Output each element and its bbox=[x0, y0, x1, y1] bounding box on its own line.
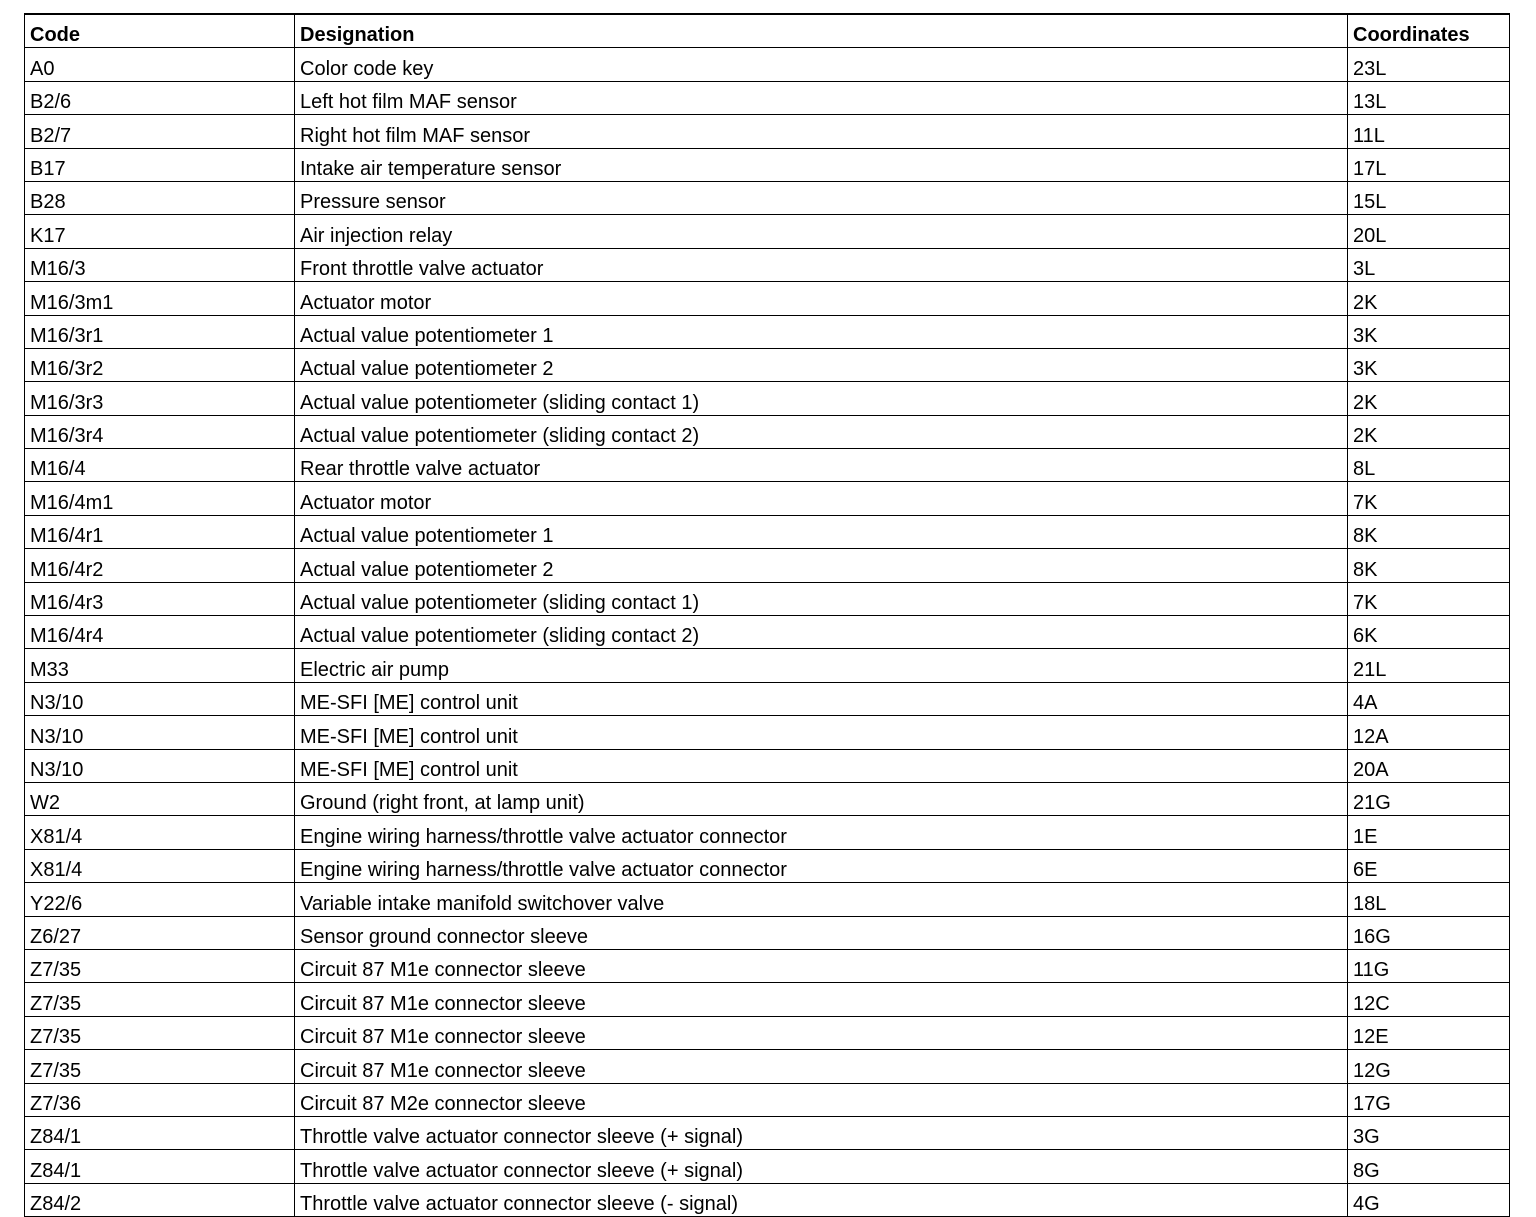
cell-designation: Throttle valve actuator connector sleeve (+ signal) bbox=[295, 1150, 1348, 1183]
table-row bbox=[25, 48, 1510, 81]
cell-code: B2/6 bbox=[25, 81, 295, 114]
cell-designation: Right hot film MAF sensor bbox=[295, 115, 1348, 148]
cell-code: N3/10 bbox=[25, 749, 295, 782]
table-body bbox=[25, 48, 1510, 1217]
cell-coordinates: 2K bbox=[1348, 282, 1510, 315]
cell-designation: Circuit 87 M1e connector sleeve bbox=[295, 949, 1348, 982]
table-row bbox=[25, 649, 1510, 682]
cell-designation: Engine wiring harness/throttle valve actuator connector bbox=[295, 849, 1348, 882]
cell-designation: ME-SFI [ME] control unit bbox=[295, 716, 1348, 749]
table-row bbox=[25, 916, 1510, 949]
cell-coordinates: 3K bbox=[1348, 315, 1510, 348]
cell-coordinates: 3K bbox=[1348, 348, 1510, 381]
cell-code: M33 bbox=[25, 649, 295, 682]
cell-designation: Air injection relay bbox=[295, 215, 1348, 248]
cell-coordinates: 13L bbox=[1348, 81, 1510, 114]
cell-code: Z7/35 bbox=[25, 983, 295, 1016]
cell-designation: Actual value potentiometer (sliding contact 1) bbox=[295, 382, 1348, 415]
cell-designation: ME-SFI [ME] control unit bbox=[295, 749, 1348, 782]
table-row bbox=[25, 549, 1510, 582]
table-row bbox=[25, 148, 1510, 181]
cell-designation: Actual value potentiometer 1 bbox=[295, 515, 1348, 548]
table-row bbox=[25, 1083, 1510, 1116]
cell-designation: Engine wiring harness/throttle valve actuator connector bbox=[295, 816, 1348, 849]
cell-designation: Actual value potentiometer (sliding contact 1) bbox=[295, 582, 1348, 615]
cell-designation: Throttle valve actuator connector sleeve (- signal) bbox=[295, 1183, 1348, 1216]
cell-code: W2 bbox=[25, 782, 295, 815]
cell-coordinates: 15L bbox=[1348, 181, 1510, 214]
cell-coordinates: 8K bbox=[1348, 515, 1510, 548]
cell-coordinates: 11G bbox=[1348, 949, 1510, 982]
cell-designation: Circuit 87 M2e connector sleeve bbox=[295, 1083, 1348, 1116]
cell-coordinates: 18L bbox=[1348, 883, 1510, 916]
table-row bbox=[25, 816, 1510, 849]
cell-designation: Circuit 87 M1e connector sleeve bbox=[295, 1016, 1348, 1049]
table-row bbox=[25, 1016, 1510, 1049]
table-row bbox=[25, 482, 1510, 515]
cell-coordinates: 17L bbox=[1348, 148, 1510, 181]
cell-designation: Actual value potentiometer 2 bbox=[295, 348, 1348, 381]
cell-code: Z6/27 bbox=[25, 916, 295, 949]
cell-designation: Actuator motor bbox=[295, 282, 1348, 315]
cell-coordinates: 12A bbox=[1348, 716, 1510, 749]
table-row bbox=[25, 215, 1510, 248]
cell-designation: Electric air pump bbox=[295, 649, 1348, 682]
cell-designation: Throttle valve actuator connector sleeve (+ signal) bbox=[295, 1116, 1348, 1149]
table-row bbox=[25, 315, 1510, 348]
table-row bbox=[25, 382, 1510, 415]
cell-coordinates: 6K bbox=[1348, 616, 1510, 649]
table-row bbox=[25, 949, 1510, 982]
cell-coordinates: 11L bbox=[1348, 115, 1510, 148]
cell-code: Z84/2 bbox=[25, 1183, 295, 1216]
cell-coordinates: 7K bbox=[1348, 582, 1510, 615]
column-header-coordinates: Coordinates bbox=[1348, 14, 1510, 48]
cell-code: M16/3r3 bbox=[25, 382, 295, 415]
cell-code: M16/4r2 bbox=[25, 549, 295, 582]
column-header-designation: Designation bbox=[295, 14, 1348, 48]
cell-code: M16/4 bbox=[25, 449, 295, 482]
cell-coordinates: 17G bbox=[1348, 1083, 1510, 1116]
cell-coordinates: 12G bbox=[1348, 1050, 1510, 1083]
table-header-row bbox=[25, 14, 1510, 48]
table-row bbox=[25, 682, 1510, 715]
table-row bbox=[25, 1150, 1510, 1183]
cell-code: M16/3r2 bbox=[25, 348, 295, 381]
table-row bbox=[25, 883, 1510, 916]
table-row bbox=[25, 716, 1510, 749]
table-row bbox=[25, 1183, 1510, 1216]
table-row bbox=[25, 248, 1510, 281]
cell-code: Z7/35 bbox=[25, 1050, 295, 1083]
cell-code: M16/4r4 bbox=[25, 616, 295, 649]
cell-coordinates: 7K bbox=[1348, 482, 1510, 515]
table-row bbox=[25, 348, 1510, 381]
cell-code: X81/4 bbox=[25, 816, 295, 849]
cell-coordinates: 3L bbox=[1348, 248, 1510, 281]
cell-coordinates: 12E bbox=[1348, 1016, 1510, 1049]
table-row bbox=[25, 1116, 1510, 1149]
cell-coordinates: 23L bbox=[1348, 48, 1510, 81]
cell-designation: Actuator motor bbox=[295, 482, 1348, 515]
cell-code: Z84/1 bbox=[25, 1116, 295, 1149]
cell-designation: ME-SFI [ME] control unit bbox=[295, 682, 1348, 715]
cell-coordinates: 2K bbox=[1348, 415, 1510, 448]
table-row bbox=[25, 415, 1510, 448]
cell-code: N3/10 bbox=[25, 716, 295, 749]
cell-coordinates: 3G bbox=[1348, 1116, 1510, 1149]
cell-code: M16/3 bbox=[25, 248, 295, 281]
cell-code: Z7/35 bbox=[25, 1016, 295, 1049]
cell-designation: Circuit 87 M1e connector sleeve bbox=[295, 983, 1348, 1016]
cell-coordinates: 8L bbox=[1348, 449, 1510, 482]
table-row bbox=[25, 181, 1510, 214]
cell-code: X81/4 bbox=[25, 849, 295, 882]
table-row bbox=[25, 582, 1510, 615]
cell-coordinates: 21L bbox=[1348, 649, 1510, 682]
table-row bbox=[25, 782, 1510, 815]
component-legend-table bbox=[24, 13, 1510, 1217]
cell-coordinates: 4G bbox=[1348, 1183, 1510, 1216]
cell-code: Z84/1 bbox=[25, 1150, 295, 1183]
cell-designation: Front throttle valve actuator bbox=[295, 248, 1348, 281]
cell-designation: Pressure sensor bbox=[295, 181, 1348, 214]
cell-designation: Rear throttle valve actuator bbox=[295, 449, 1348, 482]
cell-code: Y22/6 bbox=[25, 883, 295, 916]
cell-code: M16/4r3 bbox=[25, 582, 295, 615]
cell-code: M16/3m1 bbox=[25, 282, 295, 315]
cell-designation: Actual value potentiometer 1 bbox=[295, 315, 1348, 348]
cell-code: K17 bbox=[25, 215, 295, 248]
cell-code: B28 bbox=[25, 181, 295, 214]
component-legend-table-container bbox=[24, 13, 1509, 1217]
cell-designation: Circuit 87 M1e connector sleeve bbox=[295, 1050, 1348, 1083]
column-header-code: Code bbox=[25, 14, 295, 48]
cell-coordinates: 6E bbox=[1348, 849, 1510, 882]
cell-code: M16/4m1 bbox=[25, 482, 295, 515]
table-row bbox=[25, 1050, 1510, 1083]
cell-designation: Sensor ground connector sleeve bbox=[295, 916, 1348, 949]
cell-designation: Variable intake manifold switchover valve bbox=[295, 883, 1348, 916]
cell-coordinates: 16G bbox=[1348, 916, 1510, 949]
cell-code: A0 bbox=[25, 48, 295, 81]
cell-designation: Left hot film MAF sensor bbox=[295, 81, 1348, 114]
cell-coordinates: 2K bbox=[1348, 382, 1510, 415]
table-row bbox=[25, 115, 1510, 148]
table-row bbox=[25, 282, 1510, 315]
table-row bbox=[25, 449, 1510, 482]
table-row bbox=[25, 616, 1510, 649]
cell-coordinates: 20A bbox=[1348, 749, 1510, 782]
cell-coordinates: 20L bbox=[1348, 215, 1510, 248]
cell-coordinates: 21G bbox=[1348, 782, 1510, 815]
cell-code: Z7/35 bbox=[25, 949, 295, 982]
cell-coordinates: 8K bbox=[1348, 549, 1510, 582]
cell-designation: Intake air temperature sensor bbox=[295, 148, 1348, 181]
cell-coordinates: 4A bbox=[1348, 682, 1510, 715]
cell-designation: Ground (right front, at lamp unit) bbox=[295, 782, 1348, 815]
cell-code: B17 bbox=[25, 148, 295, 181]
cell-coordinates: 1E bbox=[1348, 816, 1510, 849]
table-row bbox=[25, 749, 1510, 782]
table-row bbox=[25, 849, 1510, 882]
cell-designation: Actual value potentiometer (sliding contact 2) bbox=[295, 616, 1348, 649]
cell-designation: Actual value potentiometer (sliding contact 2) bbox=[295, 415, 1348, 448]
table-row bbox=[25, 983, 1510, 1016]
cell-designation: Actual value potentiometer 2 bbox=[295, 549, 1348, 582]
cell-code: M16/3r4 bbox=[25, 415, 295, 448]
cell-code: Z7/36 bbox=[25, 1083, 295, 1116]
cell-coordinates: 8G bbox=[1348, 1150, 1510, 1183]
cell-designation: Color code key bbox=[295, 48, 1348, 81]
cell-code: M16/4r1 bbox=[25, 515, 295, 548]
cell-coordinates: 12C bbox=[1348, 983, 1510, 1016]
table-row bbox=[25, 81, 1510, 114]
cell-code: M16/3r1 bbox=[25, 315, 295, 348]
table-row bbox=[25, 515, 1510, 548]
cell-code: N3/10 bbox=[25, 682, 295, 715]
cell-code: B2/7 bbox=[25, 115, 295, 148]
